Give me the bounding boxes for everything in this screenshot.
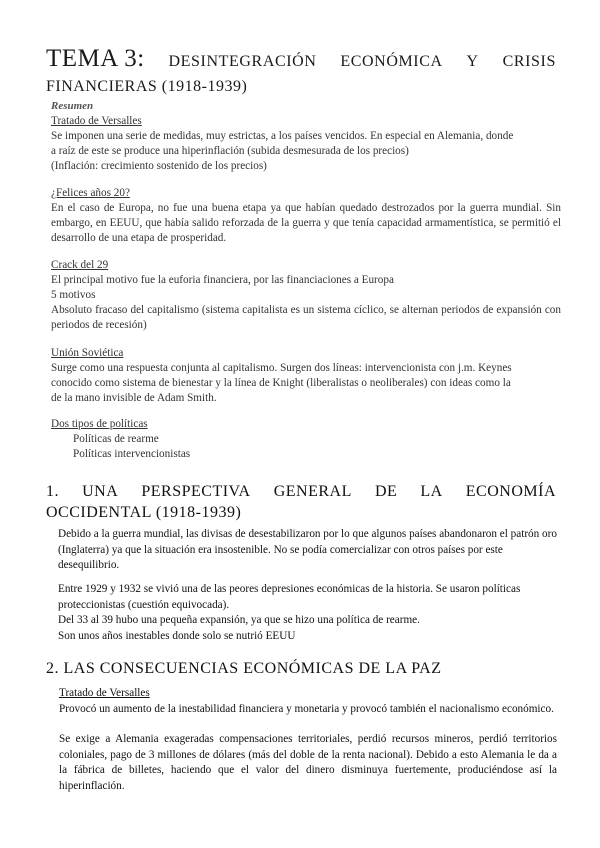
title-word: DESINTEGRACIÓN (168, 53, 317, 70)
heading-word: 1. (46, 483, 59, 500)
crack-motivos: 5 motivos (51, 289, 96, 301)
heading-word: PERSPECTIVA (141, 483, 251, 500)
title-line-2: FINANCIERAS (1918-1939) (46, 78, 248, 95)
heading-word: UNA (82, 483, 119, 500)
crack-line: Absoluto fracaso del capitalismo (sistema capitalista es un sistema cíclico, se alternan periodos de expansión con periodos de recesión) (51, 304, 561, 331)
inflacion-note: (Inflación: crecimiento sostenido de los precios) (51, 160, 267, 172)
title-line-1 (46, 46, 556, 74)
section-2-heading: 2. LAS CONSECUENCIAS ECONÓMICAS DE LA PAZ (46, 660, 442, 677)
crack-section (51, 258, 561, 333)
urss-line: Surge como una respuesta conjunta al capitalismo. Surgen dos líneas: intervencionista con j.m. Keynes (51, 362, 512, 374)
section-2-subheading: Tratado de Versalles (59, 687, 150, 699)
title-word: CRISIS (502, 53, 556, 70)
urss-section (51, 346, 561, 406)
politicas-heading: Dos tipos de políticas (51, 418, 148, 430)
section-1-line: Del 33 al 39 hubo una pequeña expansión, ya que se hizo una política de rearme. (58, 614, 420, 627)
resumen-label: Resumen (51, 100, 94, 112)
urss-heading: Unión Soviética (51, 347, 124, 359)
heading-word: DE (374, 483, 398, 500)
crack-line: El principal motivo fue la euforia financiera, por las financiaciones a Europa (51, 274, 394, 286)
versalles-heading: Tratado de Versalles (51, 115, 142, 127)
section-1-heading-line-2: OCCIDENTAL (1918-1939) (46, 504, 242, 521)
urss-line: conocido como sistema de bienestar y la línea de Knight (liberalistas o neoliberales) con ideas como la (51, 377, 511, 389)
section-1-line: Son unos años inestables donde solo se nutrió EEUU (58, 629, 296, 642)
section-2-paragraph: Provocó un aumento de la inestabilidad financiera y monetaria y provocó también el nacionalismo económico. (59, 702, 554, 715)
heading-word: GENERAL (273, 483, 352, 500)
section-2-paragraph: Se exige a Alemania exageradas compensaciones territoriales, perdió recursos mineros, perdió territorios coloniales, pago de 3 millones de dólares (más del doble de la renta nacional). Debido a esto Alemania le da a la fábrica de billetes, haciendo que el valor del dinero disminuya fuertemente, produciéndose así la hiperinflación. (59, 733, 557, 792)
section-1-heading (46, 481, 556, 523)
crack-heading: Crack del 29 (51, 259, 109, 271)
felices-section (51, 186, 561, 246)
section-1-line: proteccionistas (cuestión equivocada). (58, 598, 230, 611)
section-1-line: Entre 1929 y 1932 se vivió una de las peores depresiones económicas de la historia. Se usaron políticas (58, 583, 521, 595)
versalles-line: Se imponen una serie de medidas, muy estrictas, a los países vencidos. En especial en Alemania, donde (51, 130, 514, 142)
resumen-section (51, 99, 561, 174)
title-word: ECONÓMICA (340, 53, 443, 70)
section-1-paragraph: Debido a la guerra mundial, las divisas de desestabilizaron por lo que algunos países abandonaron el patrón oro (Inglaterra) ya que la situación era insostenible. No se podía comercializar con otros países por este desequilibrio. (58, 528, 557, 572)
section-1-body (58, 582, 558, 644)
felices-heading: ¿Felices años 20? (51, 187, 130, 199)
politicas-item: Políticas de rearme (73, 433, 159, 445)
versalles-line: a raíz de este se produce una hiperinflación (subida desmesurada de los precios) (51, 145, 409, 157)
page-title (46, 46, 556, 99)
politicas-item: Políticas intervencionistas (73, 448, 191, 460)
heading-word: LA (420, 483, 443, 500)
section-1-heading-line-1 (46, 481, 556, 502)
title-tema: TEMA 3: (46, 45, 145, 72)
section-2-body (59, 686, 557, 795)
politicas-section (51, 417, 561, 462)
heading-word: ECONOMÍA (465, 483, 556, 500)
urss-line: de la mano invisible de Adam Smith. (51, 392, 217, 404)
title-word: Y (466, 53, 479, 70)
felices-text: En el caso de Europa, no fue una buena etapa ya que habían quedado destrozados por la guerra mundial. Sin embargo, en EEUU, que había salido reforzada de la guerra y que tenía capacidad armamentística, se permitió el desarrollo de una etapa de prosperidad. (51, 202, 561, 244)
